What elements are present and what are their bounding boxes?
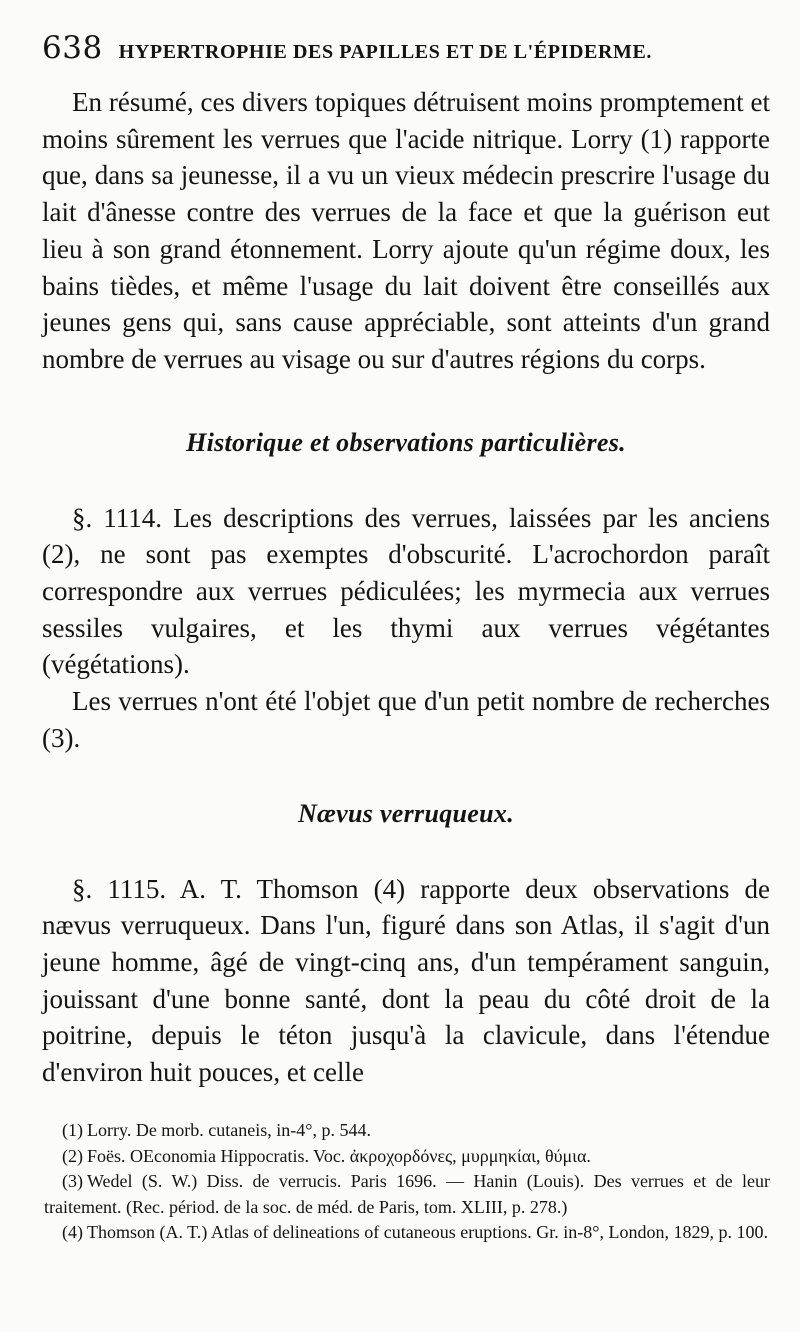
section-heading-naevus: Nævus verruqueux. [297, 798, 514, 828]
paragraph-recherches: Les verrues n'ont été l'objet que d'un petit nombre de recherches (3). [42, 686, 770, 753]
paragraph-1115: §. 1115. A. T. Thomson (4) rapporte deux observations de nævus verruqueux. Dans l'un, figuré dans son Atlas, il s'agit d'un jeune homme, âgé de vingt-cinq ans, d'un tempérament sanguin, jouissant d'une bonne santé, dont la peau du côté droit de la poitrine, depuis le téton jusqu'à la clavicule, dans l'étendue d'environ huit pouces, et celle [42, 873, 770, 1088]
paragraph-1114: §. 1114. Les descriptions des verrues, laissées par les anciens (2), ne sont pas exemptes d'obscurité. L'acrochordon paraît correspondre aux verrues pédiculées; les myrmecia aux verrues sessiles vulgaires, et les thymi aux verrues végétantes (végétations). [42, 502, 770, 680]
running-title: HYPERTROPHIE DES PAPILLES ET DE L'ÉPIDERME. [118, 41, 653, 63]
footnote-mark: (1) [62, 1120, 83, 1140]
footnote-1 [44, 1118, 770, 1144]
footnote-mark: (2) [62, 1145, 83, 1166]
footnote-text: Foës. OEconomia Hippocratis. Voc. ἀκροχορδόνες, μυρμηκίαι, θύμια. [87, 1145, 591, 1166]
footnote-mark: (3) [62, 1171, 83, 1191]
footnote-text: Lorry. De morb. cutaneis, in-4°, p. 544. [87, 1120, 371, 1140]
footnote-text: Wedel (S. W.) Diss. de verrucis. Paris 1696. — Hanin (Louis). Des verrues et de leur traitement. (Rec. périod. de la soc. de méd. de Paris, tom. XLIII, p. 278.) [44, 1171, 770, 1217]
footnote-text: Thomson (A. T.) Atlas of delineations of cutaneous eruptions. Gr. in-8°, London, 1829, p. 100. [87, 1222, 768, 1242]
footnote-4 [44, 1220, 770, 1246]
footnote-2 [44, 1144, 770, 1170]
footnote-mark: (4) [62, 1222, 83, 1242]
footnote-3 [44, 1169, 770, 1220]
footnotes [44, 1118, 770, 1246]
paragraph-summary: En résumé, ces divers topiques détruisent moins promptement et moins sûrement les verrues que l'acide nitrique. Lorry (1) rapporte que, dans sa jeunesse, il a vu un vieux médecin prescrire l'usage du lait d'ânesse contre des verrues de la face et que la guérison eut lieu à son grand étonnement. Lorry ajoute qu'un régime doux, les bains tièdes, et même l'usage du lait doivent être conseillés aux jeunes gens qui, sans cause appréciable, sont atteints d'un grand nombre de verrues au visage ou sur d'autres régions du corps. [42, 87, 770, 374]
page-header [42, 30, 770, 82]
section-heading-historique: Historique et observations particulières. [186, 427, 626, 457]
page-number: 638 [42, 30, 103, 66]
